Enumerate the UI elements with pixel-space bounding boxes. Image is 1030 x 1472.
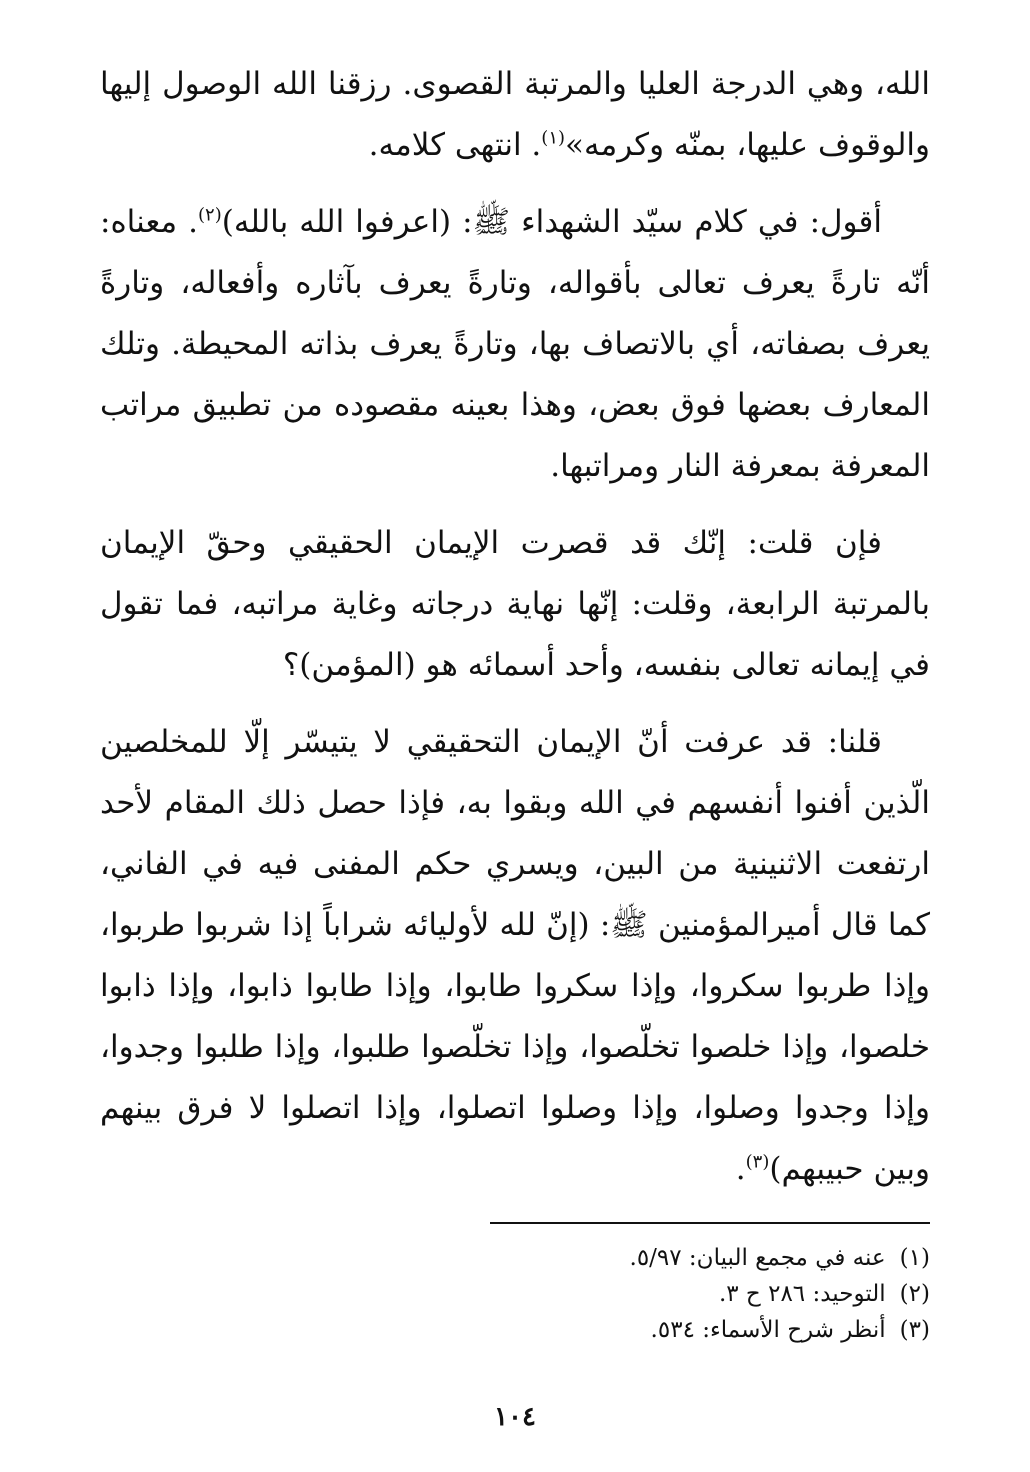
paragraph-1-text: الله، وهي الدرجة العليا والمرتبة القصوى. رزقنا الله الوصول إليها والوقوف عليها، بمنّه وكرمه» xyxy=(100,66,930,163)
paragraph-3-text: فإن قلت: إنّك قد قصرت الإيمان الحقيقي وحقّ الإيمان بالمرتبة الرابعة، وقلت: إنّها نهاية درجاته وغاية مراتبه، فما تقول في إيمانه تعالى بنفسه، وأحد أسمائه هو (المؤمن)؟ xyxy=(100,525,930,683)
footnote-2 xyxy=(100,1276,930,1312)
footnote-3 xyxy=(100,1312,930,1348)
paragraph-gap xyxy=(100,176,930,192)
footnote-number: (٢) xyxy=(899,1281,930,1307)
paragraph-gap xyxy=(100,497,930,513)
paragraph-gap xyxy=(100,696,930,712)
paragraph-1 xyxy=(100,54,930,176)
footnote-number: (١) xyxy=(899,1245,930,1271)
footnote-ref-1[interactable]: (١) xyxy=(541,127,566,149)
footnote-divider xyxy=(490,1222,930,1224)
paragraph-4-text-after: . xyxy=(735,1151,746,1187)
paragraph-2-text-after: . معناه: أنّه تارةً يعرف تعالى بأقواله، وتارةً يعرف بآثاره وأفعاله، وتارةً يعرف بصفاته، أي بالاتصاف بها، وتارةً يعرف بذاته المحيطة. وتلك المعارف بعضها فوق بعض، وهذا بعينه مقصوده من تطبيق مراتب المعرفة بمعرفة النار ومراتبها. xyxy=(100,204,930,484)
footnote-ref-2[interactable]: (٢) xyxy=(197,204,222,226)
paragraph-2-text: أقول: في كلام سيّد الشهداء ﷺ: (اعرفوا الله بالله) xyxy=(221,204,882,240)
paragraph-3 xyxy=(100,513,930,696)
paragraph-1-text-after: . انتهى كلامه. xyxy=(368,127,542,163)
page-number: ١٠٤ xyxy=(494,1402,536,1432)
footnote-ref-3[interactable]: (٣) xyxy=(745,1151,770,1173)
footnotes xyxy=(100,1240,930,1348)
footnote-text: أنظر شرح الأسماء: ٥٣٤. xyxy=(650,1317,886,1343)
footnote-1 xyxy=(100,1240,930,1276)
footnote-number: (٣) xyxy=(899,1317,930,1343)
paragraph-4 xyxy=(100,712,930,1200)
paragraph-4-text: قلنا: قد عرفت أنّ الإيمان التحقيقي لا يتيسّر إلّا للمخلصين الّذين أفنوا أنفسهم في الله وبقوا به، فإذا حصل ذلك المقام لأحد ارتفعت الاثنينية من البين، ويسري حكم المفنى فيه في الفاني، كما قال أميرالمؤمنين ﷺ: (إنّ لله لأوليائه شراباً إذا شربوا طربوا، وإذا طربوا سكروا، وإذا سكروا طابوا، وإذا طابوا ذابوا، وإذا ذابوا خلصوا، وإذا خلصوا تخلّصوا، وإذا تخلّصوا طلبوا، وإذا طلبوا وجدوا، وإذا وجدوا وصلوا، وإذا وصلوا اتصلوا، وإذا اتصلوا لا فرق بينهم وبين حبيبهم) xyxy=(100,724,930,1187)
paragraph-2 xyxy=(100,192,930,497)
footnote-text: عنه في مجمع البيان: ٥/٩٧. xyxy=(629,1245,886,1271)
footnote-text: التوحيد: ٢٨٦ ح ٣. xyxy=(718,1281,886,1307)
